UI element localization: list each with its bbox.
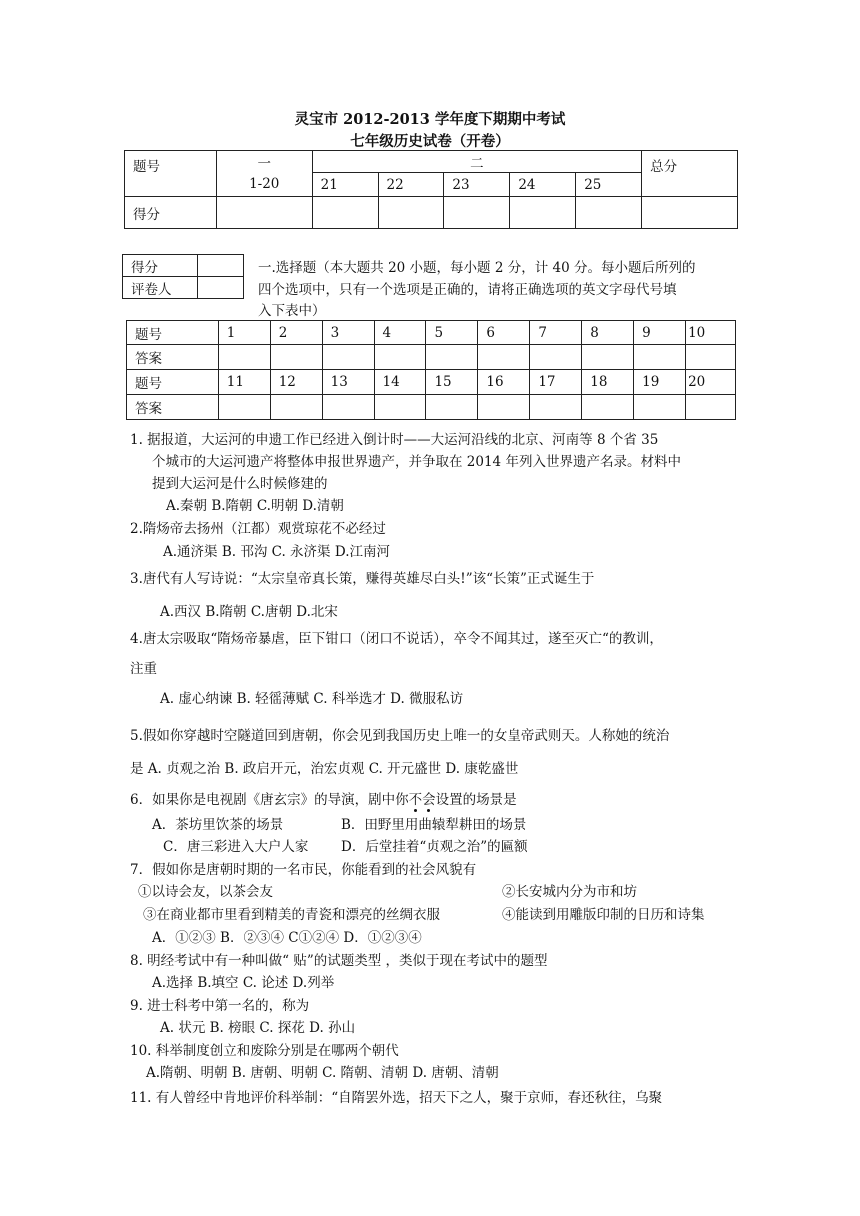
answer-table-qno: 15 bbox=[426, 370, 478, 395]
question-10-options: A.隋朝、明朝 B. 唐朝、明朝 C. 隋朝、清朝 D. 唐朝、清朝 bbox=[146, 1065, 499, 1081]
question-3: 3.唐代有人写诗说：“太宗皇帝真长策，赚得英雄尽白头!”该“长策”正式诞生于 bbox=[130, 571, 595, 587]
emphasis-dot: 不 bbox=[408, 792, 423, 808]
score-table-header-qno: 题号 bbox=[125, 151, 217, 197]
question-7-item-2: ②长安城内分为市和坊 bbox=[502, 884, 637, 900]
answer-table-qno: 13 bbox=[322, 370, 374, 395]
score-cell bbox=[642, 197, 738, 229]
question-1-line2: 个城市的大运河遗产将整体申报世界遗产，并争取在 2014 年列入世界遗产名录。材料中 bbox=[152, 454, 681, 470]
question-10: 10. 科举制度创立和废除分别是在哪两个朝代 bbox=[130, 1043, 399, 1059]
score-cell bbox=[378, 197, 444, 229]
question-8: 8. 明经考试中有一种叫做“ 贴”的试题类型 ，类似于现在考试中的题型 bbox=[130, 953, 548, 969]
score-table-header-part2: 二 bbox=[312, 151, 641, 173]
answer-cell bbox=[322, 395, 374, 420]
question-7: 7．假如你是唐朝时期的一名市民，你能看到的社会风貌有 bbox=[130, 862, 477, 878]
answer-table-qno: 4 bbox=[374, 321, 426, 345]
answer-table-qno: 12 bbox=[270, 370, 322, 395]
question-1-line1: 1. 据报道，大运河的申遗工作已经进入倒计时——大运河沿线的北京、河南等 8 个省 35 bbox=[130, 432, 659, 448]
question-9-options: A. 状元 B. 榜眼 C. 探花 D. 孙山 bbox=[160, 1020, 356, 1036]
score-table-q23: 23 bbox=[444, 173, 510, 197]
question-11: 11. 有人曾经中肯地评价科举制：“自隋罢外选，招天下之人，聚于京师，春还秋往，乌聚 bbox=[130, 1090, 663, 1106]
score-table-q22: 22 bbox=[378, 173, 444, 197]
score-table-header-part1: 一 bbox=[216, 151, 312, 173]
answer-cell bbox=[634, 345, 686, 370]
score-table-score-label: 得分 bbox=[125, 197, 217, 229]
answer-cell bbox=[686, 395, 736, 420]
question-5-line2: 是 A. 贞观之治 B. 政启开元，治宏贞观 C. 开元盛世 D. 康乾盛世 bbox=[130, 761, 519, 777]
answer-cell bbox=[322, 345, 374, 370]
exam-title: 灵宝市 2012-2013 学年度下期期中考试 bbox=[294, 111, 566, 128]
question-8-options: A.选择 B.填空 C. 论述 D.列举 bbox=[152, 975, 335, 991]
answer-table-qno-label: 题号 bbox=[127, 321, 219, 345]
answer-cell bbox=[478, 345, 530, 370]
answer-cell bbox=[530, 395, 582, 420]
answer-table-qno: 16 bbox=[478, 370, 530, 395]
answer-table-qno: 3 bbox=[322, 321, 374, 345]
answer-table-qno: 9 bbox=[634, 321, 686, 345]
question-5-line1: 5.假如你穿越时空隧道回到唐朝，你会见到我国历史上唯一的女皇帝武则天。人称她的统治 bbox=[130, 728, 670, 744]
answer-table-qno: 2 bbox=[270, 321, 322, 345]
answer-cell bbox=[634, 395, 686, 420]
answer-table-qno-label: 题号 bbox=[127, 370, 219, 395]
answer-cell bbox=[374, 345, 426, 370]
question-2-options: A.通济渠 B. 邗沟 C. 永济渠 D.江南河 bbox=[163, 544, 390, 560]
answer-table-qno: 14 bbox=[374, 370, 426, 395]
question-1-line3: 提到大运河是什么时候修建的 bbox=[152, 476, 328, 492]
answer-cell bbox=[374, 395, 426, 420]
answer-table-qno: 6 bbox=[478, 321, 530, 345]
answer-table-qno: 10 bbox=[686, 321, 736, 345]
score-table bbox=[124, 150, 738, 229]
score-cell bbox=[444, 197, 510, 229]
score-cell bbox=[312, 197, 378, 229]
answer-table-qno: 1 bbox=[218, 321, 270, 345]
answer-cell bbox=[686, 345, 736, 370]
question-1-options: A.秦朝 B.隋朝 C.明朝 D.清朝 bbox=[166, 498, 344, 514]
question-4-line2: 注重 bbox=[130, 661, 157, 677]
question-6 bbox=[130, 788, 517, 808]
answer-cell bbox=[582, 395, 634, 420]
score-table-range: 1-20 bbox=[216, 173, 312, 197]
score-table-header-total: 总分 bbox=[642, 151, 738, 197]
answer-table-answer-label: 答案 bbox=[127, 345, 219, 370]
answer-table-qno: 17 bbox=[530, 370, 582, 395]
answer-cell bbox=[426, 345, 478, 370]
answer-cell bbox=[582, 345, 634, 370]
question-6-option-a: A．茶坊里饮茶的场景 bbox=[152, 817, 284, 833]
answer-table-qno: 8 bbox=[582, 321, 634, 345]
question-3-options: A.西汉 B.隋朝 C.唐朝 D.北宋 bbox=[160, 604, 338, 620]
question-7-item-1: ①以诗会友，以茶会友 bbox=[138, 884, 273, 900]
score-table-q21: 21 bbox=[312, 173, 378, 197]
answer-cell bbox=[270, 395, 322, 420]
question-6-option-d: D．后堂挂着“贞观之治”的匾额 bbox=[341, 839, 528, 855]
section1-instructions-line2: 四个选项中，只有一个选项是正确的，请将正确选项的英文字母代号填 bbox=[258, 282, 677, 298]
grader-score-label: 得分 bbox=[123, 255, 198, 277]
score-cell bbox=[576, 197, 642, 229]
answer-cell bbox=[218, 345, 270, 370]
answer-table-qno: 20 bbox=[686, 370, 736, 395]
question-6-text: 设置的场景是 bbox=[435, 792, 517, 808]
score-cell bbox=[510, 197, 576, 229]
score-cell bbox=[216, 197, 312, 229]
score-table-q24: 24 bbox=[510, 173, 576, 197]
answer-cell bbox=[478, 395, 530, 420]
grader-score-cell bbox=[198, 255, 244, 277]
answer-cell bbox=[218, 395, 270, 420]
question-9: 9. 进士科考中第一名的，称为 bbox=[130, 998, 310, 1014]
question-6-text: 6．如果你是电视剧《唐玄宗》的导演，剧中你 bbox=[130, 792, 409, 808]
question-6-option-b: B．田野里用曲辕犁耕田的场景 bbox=[341, 817, 527, 833]
question-4-options: A. 虚心纳谏 B. 轻徭薄赋 C. 科举选才 D. 微服私访 bbox=[160, 691, 464, 707]
grader-name-label: 评卷人 bbox=[123, 277, 198, 299]
grader-name-cell bbox=[198, 277, 244, 299]
section1-instructions-line1: 一.选择题（本大题共 20 小题，每小题 2 分，计 40 分。每小题后所列的 bbox=[258, 260, 696, 276]
answer-cell bbox=[530, 345, 582, 370]
answer-table-qno: 18 bbox=[582, 370, 634, 395]
answer-cell bbox=[270, 345, 322, 370]
answer-table-answer-label: 答案 bbox=[127, 395, 219, 420]
score-table-q25: 25 bbox=[576, 173, 642, 197]
exam-subtitle: 七年级历史试卷（开卷） bbox=[350, 133, 510, 150]
section1-instructions-line3: 入下表中） bbox=[258, 303, 326, 319]
answer-table-qno: 11 bbox=[218, 370, 270, 395]
answer-table-qno: 7 bbox=[530, 321, 582, 345]
grader-box bbox=[122, 254, 244, 299]
answer-table-qno: 19 bbox=[634, 370, 686, 395]
question-6-option-c: C．唐三彩进入大户人家 bbox=[163, 839, 309, 855]
question-2: 2.隋炀帝去扬州（江都）观赏琼花不必经过 bbox=[130, 521, 386, 537]
answer-table bbox=[126, 320, 736, 420]
question-7-item-4: ④能读到用雕版印制的日历和诗集 bbox=[502, 907, 705, 923]
question-4-line1: 4.唐太宗吸取“隋炀帝暴虐，臣下钳口（闭口不说话），卒令不闻其过，遂至灭亡“的教训， bbox=[130, 631, 663, 647]
emphasis-dot: 会 bbox=[422, 792, 436, 808]
answer-table-qno: 5 bbox=[426, 321, 478, 345]
answer-cell bbox=[426, 395, 478, 420]
question-7-options: A．①②③ B．②③④ C①②④ D．①②③④ bbox=[152, 930, 422, 946]
question-7-item-3: ③在商业都市里看到精美的青瓷和漂亮的丝绸衣服 bbox=[143, 907, 440, 923]
